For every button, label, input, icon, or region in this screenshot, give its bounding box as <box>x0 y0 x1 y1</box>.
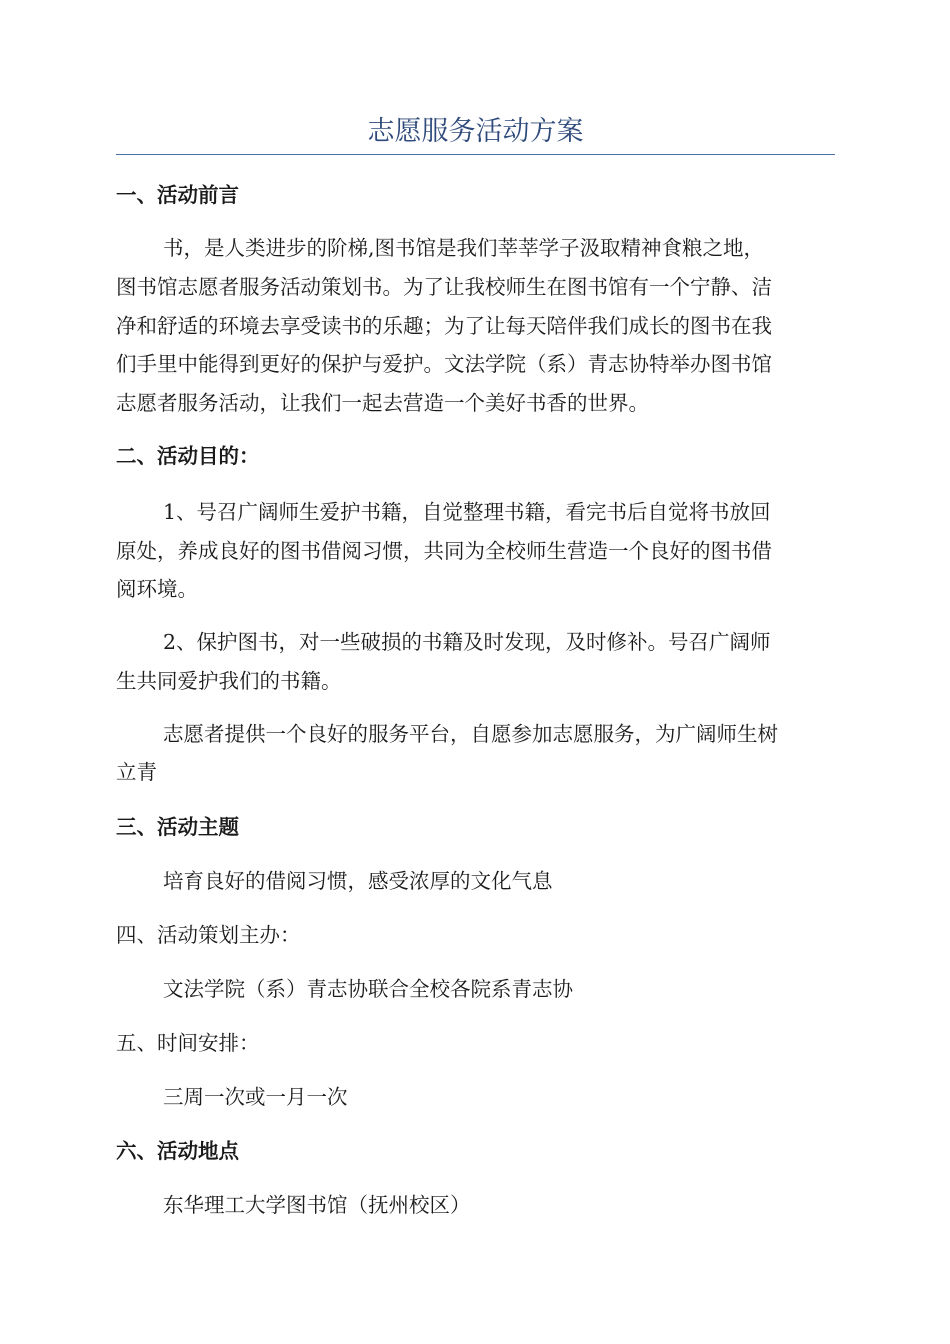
paragraph-line: 志愿者服务活动，让我们一起去营造一个美好书香的世界。 <box>116 391 649 415</box>
section-heading-organizer: 四、活动策划主办： <box>116 923 301 947</box>
paragraph-line: 1、号召广阔师生爱护书籍，自觉整理书籍，看完书后自觉将书放回 <box>163 500 771 524</box>
section-text: 文法学院（系）青志协联合全校各院系青志协 <box>163 977 573 1001</box>
paragraph-line: 书，是人类进步的阶梯,图书馆是我们莘莘学子汲取精神食粮之地， <box>163 236 765 260</box>
paragraph-line: 们手里中能得到更好的保护与爱护。文法学院（系）青志协特举办图书馆 <box>116 352 772 376</box>
section-heading-location: 六、活动地点 <box>116 1139 239 1163</box>
section-heading-preface: 一、活动前言 <box>116 183 239 207</box>
paragraph-line: 立青 <box>116 760 157 784</box>
section-heading-schedule: 五、时间安排： <box>116 1031 260 1055</box>
paragraph-line: 图书馆志愿者服务活动策划书。为了让我校师生在图书馆有一个宁静、洁 <box>116 275 772 299</box>
section-heading-purpose: 二、活动目的： <box>116 444 260 468</box>
section-text: 培育良好的借阅习惯，感受浓厚的文化气息 <box>163 869 553 893</box>
paragraph-line: 净和舒适的环境去享受读书的乐趣；为了让每天陪伴我们成长的图书在我 <box>116 314 772 338</box>
paragraph-line: 志愿者提供一个良好的服务平台，自愿参加志愿服务，为广阔师生树 <box>163 722 778 746</box>
section-text: 三周一次或一月一次 <box>163 1085 348 1109</box>
section-text: 东华理工大学图书馆（抚州校区） <box>163 1193 471 1217</box>
document-title: 志愿服务活动方案 <box>367 116 584 147</box>
section-heading-theme: 三、活动主题 <box>116 815 239 839</box>
paragraph-line: 阅环境。 <box>116 577 198 601</box>
title-underline <box>116 154 835 155</box>
paragraph-line: 原处，养成良好的图书借阅习惯，共同为全校师生营造一个良好的图书借 <box>116 539 772 563</box>
paragraph-line: 生共同爱护我们的书籍。 <box>116 669 342 693</box>
paragraph-line: 2、保护图书，对一些破损的书籍及时发现，及时修补。号召广阔师 <box>163 630 771 654</box>
